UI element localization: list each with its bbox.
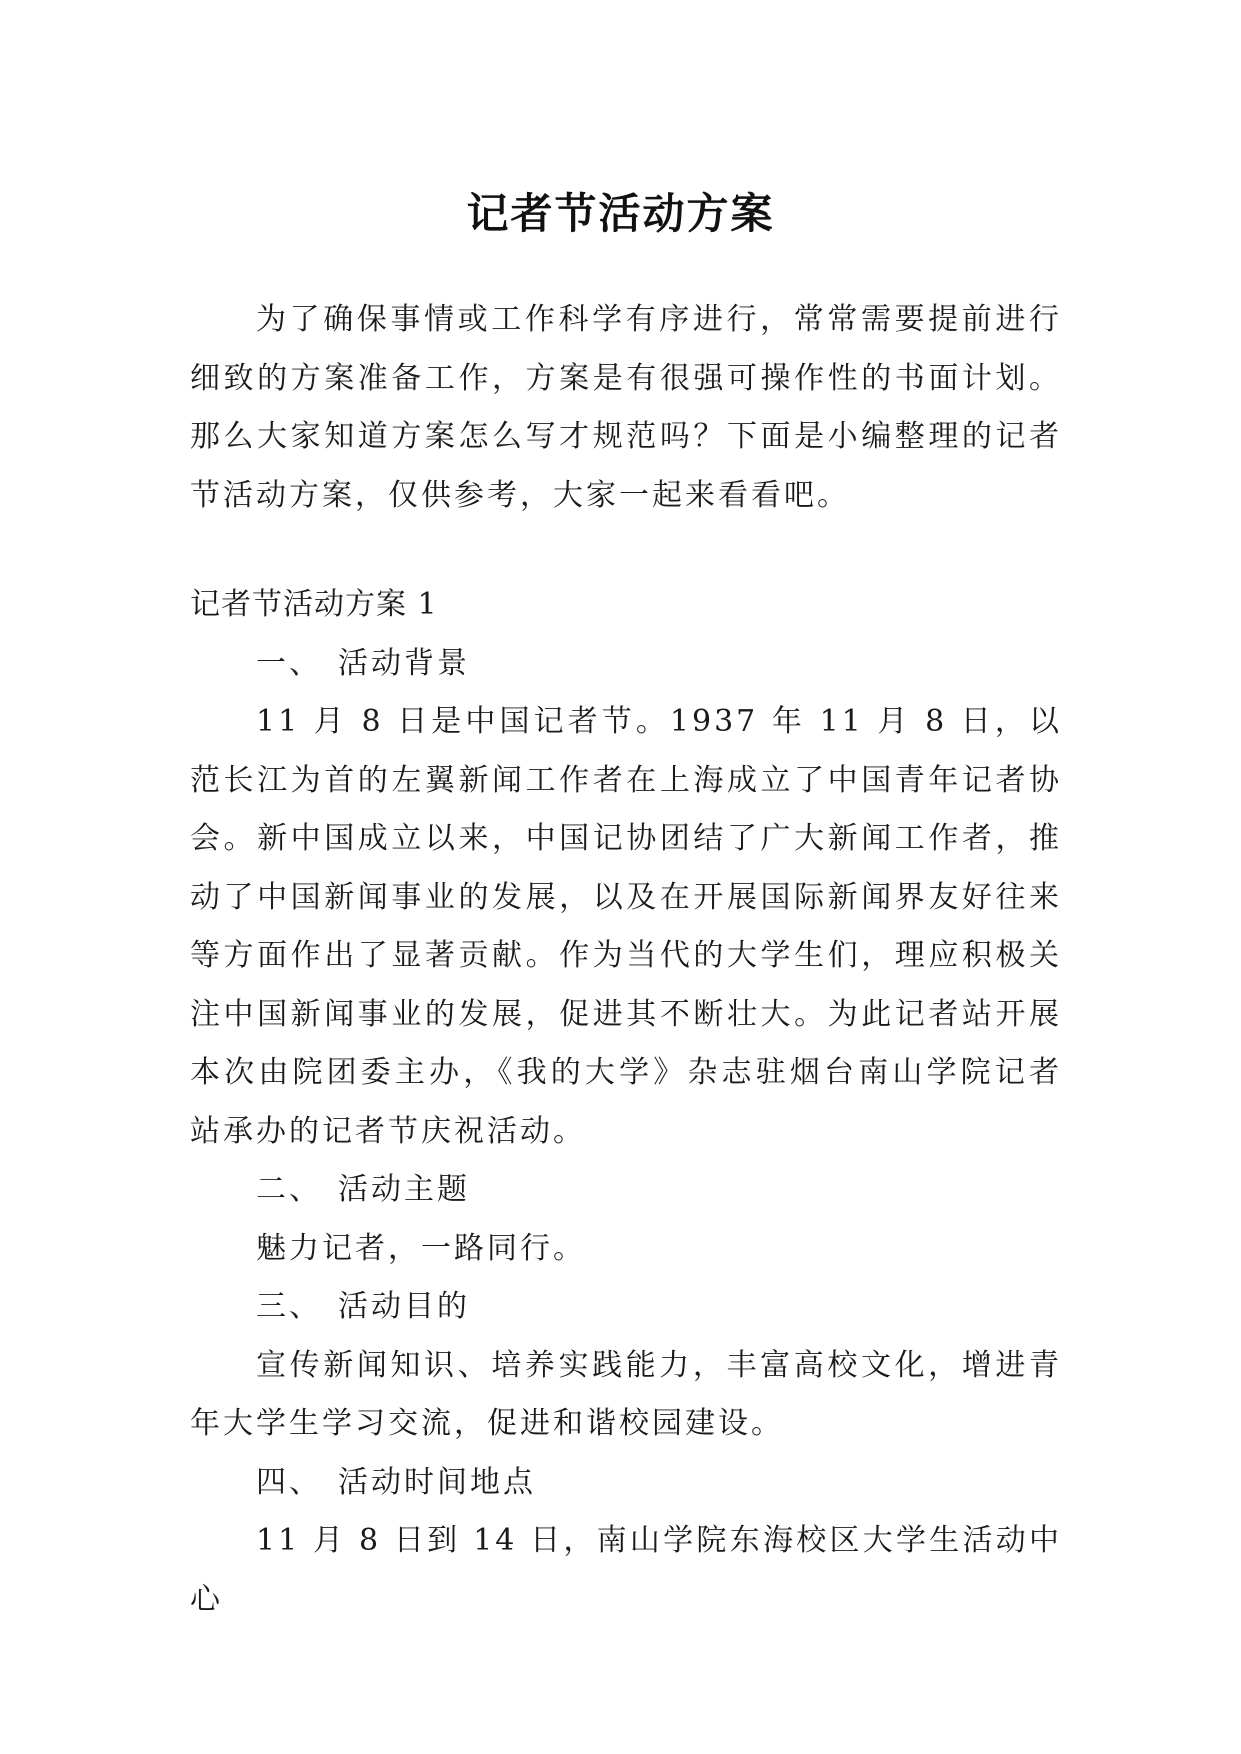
- section-number: 四、: [256, 1464, 322, 1500]
- section-heading-label: 活动时间地点: [338, 1464, 536, 1500]
- section-heading-theme: [190, 1161, 1062, 1220]
- plan-1-title: 记者节活动方案 1: [190, 587, 438, 622]
- intro-paragraph: 为了确保事情或工作科学有序进行，常常需要提前进行细致的方案准备工作，方案是有很强可操作性的书面计划。那么大家知道方案怎么写才规范吗？下面是小编整理的记者节活动方案，仅供参考，大家一起来看看吧。: [190, 302, 1062, 513]
- section-text-time-place: 11 月 8 日到 14 日，南山学院东海校区大学生活动中心: [190, 1523, 1062, 1617]
- section-heading-label: 活动背景: [338, 645, 470, 681]
- section-number: 一、: [256, 645, 322, 681]
- section-text-purpose: 宣传新闻知识、培养实践能力，丰富高校文化，增进青年大学生学习交流，促进和谐校园建设。: [190, 1347, 1062, 1441]
- section-number: 三、: [256, 1289, 322, 1324]
- document-title: 记者节活动方案: [466, 189, 775, 239]
- section-text-background: 11 月 8 日是中国记者节。1937 年 11 月 8 日，以范长江为首的左翼新闻工作者在上海成立了中国青年记者协会。新中国成立以来，中国记协团结了广大新闻工作者，推动了中国新闻事业的发展，以及在开展国际新闻界友好往来等方面作出了显著贡献。作为当代的大学生们，理应积极关注中国新闻事业的发展，促进其不断壮大。为此记者站开展本次由院团委主办，《我的大学》杂志驻烟台南山学院记者站承办的记者节庆祝活动。: [190, 704, 1062, 1149]
- section-heading-purpose: [190, 1278, 1062, 1337]
- section-heading-label: 活动主题: [338, 1172, 470, 1207]
- intro-block: [190, 291, 1062, 525]
- section-heading-background: [190, 635, 1062, 694]
- plan-1-block: [190, 576, 1062, 1629]
- section-heading-time-place: [190, 1454, 1062, 1513]
- section-text-theme: 魅力记者，一路同行。: [256, 1230, 586, 1266]
- section-number: 二、: [256, 1172, 322, 1207]
- section-heading-label: 活动目的: [338, 1289, 470, 1324]
